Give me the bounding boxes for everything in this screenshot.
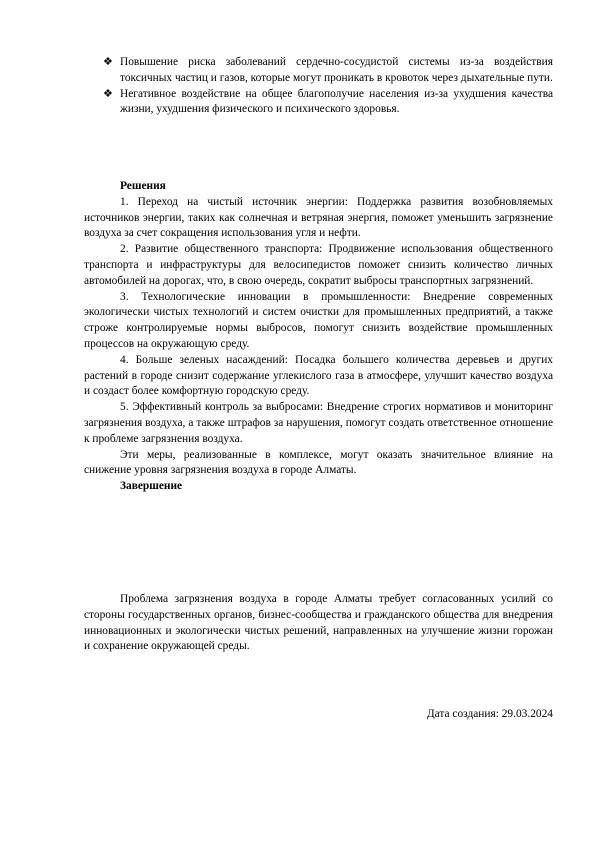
bullet-text: Негативное воздействие на общее благополучие населения из-за ухудшения качества жизни, ухудшения физического и психического здоровья. bbox=[120, 87, 553, 116]
list-item bbox=[103, 87, 553, 119]
bullet-text: Повышение риска заболеваний сердечно-сосудистой системы из-за воздействия токсичных частиц и газов, которые могут проникать в кровоток через дыхательные пути. bbox=[120, 56, 553, 84]
solution-item: 2. Развитие общественного транспорта: Продвижение использования общественного транспорта и инфраструктуры для велосипедистов поможет снизить количество личных автомобилей на дорогах, что, в свою очередь, сократит выбросы транспортных загрязнений. bbox=[84, 243, 553, 287]
diamond-bullet-icon: ❖ bbox=[103, 87, 113, 100]
solution-item: 3. Технологические инновации в промышленности: Внедрение современных экологически чистых технологий и систем очистки для промышленных предприятий, а также строже контролируемые нормы выбросов, помогут снизить воздействие промышленных процессов на окружающую среду. bbox=[84, 290, 553, 350]
diamond-bullet-icon: ❖ bbox=[103, 56, 113, 68]
list-item bbox=[103, 55, 553, 87]
solutions-summary: Эти меры, реализованные в комплексе, могут оказать значительное влияние на снижение уровня загрязнения воздуха в городе Алматы. bbox=[84, 448, 553, 477]
solution-item: 5. Эффективный контроль за выбросами: Внедрение строгих нормативов и мониторинг загрязнения воздуха, а также штрафов за нарушения, помогут создать ответственное отношение к проблеме загрязнения воздуха. bbox=[84, 401, 553, 445]
solutions-section bbox=[84, 179, 553, 495]
solution-item: 1. Переход на чистый источник энергии: Поддержка развития возобновляемых источников энергии, таких как солнечная и ветряная энергия, поможет уменьшить загрязнение воздуха за счет сокращения использования угля и нефти. bbox=[84, 195, 553, 240]
solutions-heading: Решения bbox=[120, 180, 166, 192]
conclusion-heading: Завершение bbox=[120, 480, 183, 493]
conclusion-text: Проблема загрязнения воздуха в городе Алматы требует согласованных усилий со стороны государственных органов, бизнес-сообщества и гражданского общества для внедрения инновационных и экологически чистых решений, направленных на улучшение жизни горожан и сохранение окружающей среды. bbox=[84, 593, 553, 653]
solution-item: 4. Больше зеленых насаждений: Посадка большего количества деревьев и других растений в городе снизит содержание углекислого газа в атмосфере, улучшит качество воздуха и создаст более комфортную городскую среду. bbox=[84, 353, 553, 398]
risk-bullet-list bbox=[103, 55, 553, 118]
creation-date: Дата создания: 29.03.2024 bbox=[426, 708, 553, 720]
